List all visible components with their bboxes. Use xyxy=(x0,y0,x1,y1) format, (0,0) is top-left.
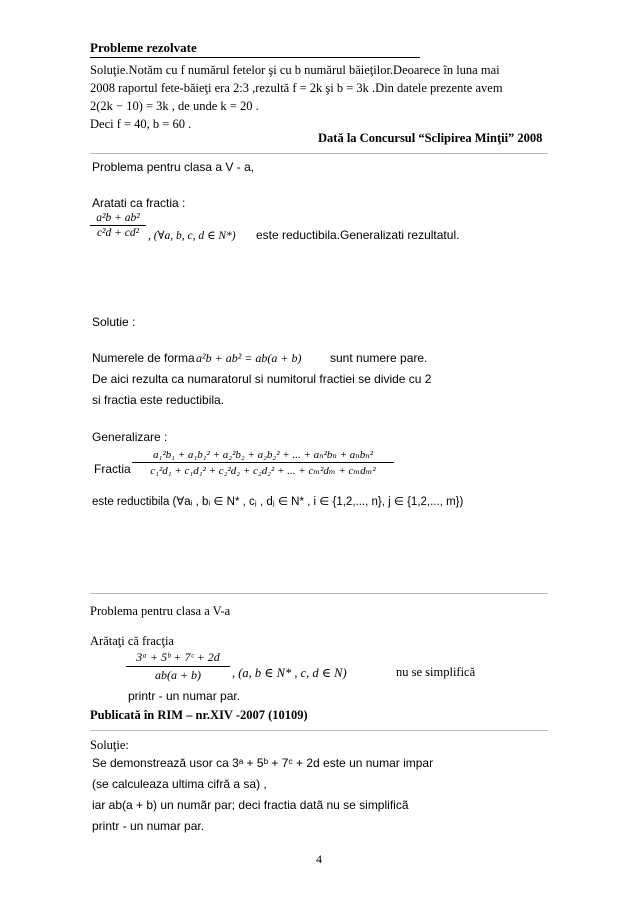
problem2-sol-line3: iar ab(a + b) un numãr par; deci fractia datã nu se simplificã xyxy=(92,798,409,812)
separator-2 xyxy=(90,593,548,594)
problem1-gen-num: a₁²b₁ + a₁b₁² + a₂²b₂ + a₂b₂² + ... + aₙ²bₙ + aₙbₙ² xyxy=(153,449,373,461)
problem2-tail2: printr - un numar par. xyxy=(128,689,241,703)
separator-1 xyxy=(90,153,548,154)
problem1-gen-tail: este reductibila (∀aᵢ , bᵢ ∈ N* , cⱼ , dⱼ ∈ N* , i ∈ {1,2,..., n}, j ∈ {1,2,..., m}) xyxy=(92,496,464,508)
separator-3 xyxy=(90,730,548,731)
problem2-fraction xyxy=(126,650,230,683)
intro-line-3: 2(2k − 10) = 3k , de unde k = 20 . xyxy=(90,99,259,113)
problem2-frac-den: ab(a + b) xyxy=(154,668,202,682)
problem2-condition: , (a, b ∈ N* , c, d ∈ N) xyxy=(232,666,347,680)
intro-line-4: Deci f = 40, b = 60 . xyxy=(90,117,192,131)
problem1-gen-fraction xyxy=(132,448,394,477)
problem1-sol-line1-b: sunt numere pare. xyxy=(330,351,428,365)
page-number: 4 xyxy=(316,852,322,866)
problem2-ask: Arătaţi că fracţia xyxy=(90,634,174,648)
problem1-fraction xyxy=(90,212,146,239)
problem1-ask: Aratati ca fractia : xyxy=(92,196,186,210)
problem1-header: Problema pentru clasa a V - a, xyxy=(92,160,255,174)
problem1-solution-label: Solutie : xyxy=(92,315,136,329)
intro-line-1: Soluţie.Notăm cu f numărul fetelor şi cu b numărul băieţilor.Deoarece în luna mai xyxy=(90,63,500,77)
problem1-frac-den: c²d + cd² xyxy=(96,227,140,239)
problem2-tail: nu se simplifică xyxy=(396,665,476,679)
title-underline xyxy=(90,57,420,58)
problem2-frac-num: 3ᵃ + 5ᵇ + 7ᶜ + 2d xyxy=(136,650,220,664)
section-title: Probleme rezolvate xyxy=(90,40,197,55)
problem1-sol-line1-a: Numerele de forma xyxy=(92,351,195,365)
problem1-sol-formula: a²b + ab² = ab(a + b) xyxy=(196,351,302,365)
fraction-bar xyxy=(126,666,230,667)
problem1-tail: este reductibila.Generalizati rezultatul. xyxy=(256,228,460,242)
problem2-source: Publicată în RIM – nr.XIV -2007 (10109) xyxy=(90,708,308,722)
problem2-sol-line1: Se demonstrează usor ca 3ᵃ + 5ᵇ + 7ᶜ + 2d este un numar impar xyxy=(92,756,434,770)
problem1-sol-line3: si fractia este reductibila. xyxy=(92,393,225,407)
problem1-sol-line2: De aici rezulta ca numaratorul si numitorul fractiei se divide cu 2 xyxy=(92,372,432,386)
problem2-sol-line4: printr - un numar par. xyxy=(92,819,205,833)
problem1-gen-den: c₁²d₁ + c₁d₁² + c₂²d₂ + c₂d₂² + ... + cₘ²dₘ + cₘdₘ² xyxy=(150,465,376,477)
problem2-header: Problema pentru clasa a V-a xyxy=(90,604,231,618)
problem1-frac-num: a²b + ab² xyxy=(96,212,140,224)
fraction-bar xyxy=(132,462,394,463)
intro-line-2: 2008 raportul fete-băieţi era 2:3 ,rezultă f = 2k şi b = 3k .Din datele prezente avem xyxy=(90,81,503,95)
problem1-condition: , (∀a, b, c, d ∈ N*) xyxy=(148,230,236,242)
intro-source: Dată la Concursul “Sclipirea Minţii” 2008 xyxy=(318,131,543,145)
problem1-gen-frac-label: Fractia xyxy=(94,462,131,476)
problem2-sol-line2: (se calculeaza ultima cifră a sa) , xyxy=(92,777,267,791)
problem2-solution-label: Soluţie: xyxy=(90,738,129,752)
fraction-bar xyxy=(90,225,146,226)
problem1-gen-label: Generalizare : xyxy=(92,430,168,444)
